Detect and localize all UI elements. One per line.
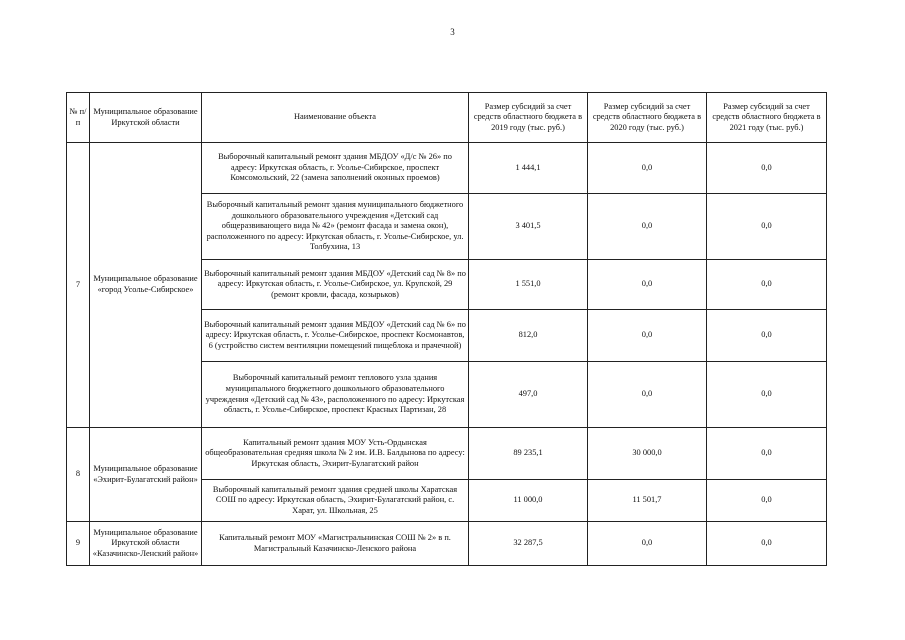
value-2021: 0,0 [707, 260, 827, 310]
value-2021: 0,0 [707, 194, 827, 260]
object-cell: Выборочный капитальный ремонт здания МБДОУ «Д/с № 26» по адресу: Иркутская область, г. Усолье-Сибирское, проспект Комсомольский, 22 (замена заполнений оконных проемов) [202, 143, 469, 194]
value-2021: 0,0 [707, 310, 827, 362]
header-2019: Размер субсидий за счет средств областного бюджета в 2019 году (тыс. руб.) [469, 93, 588, 143]
municipality-cell: Муниципальное образование «Эхирит-Булагатский район» [90, 428, 202, 522]
value-2019: 11 000,0 [469, 480, 588, 522]
value-2020: 0,0 [588, 522, 707, 566]
table-header-row [67, 93, 827, 143]
row-number: 7 [67, 143, 90, 428]
value-2019: 32 287,5 [469, 522, 588, 566]
page-number: 3 [450, 27, 455, 37]
value-2020: 0,0 [588, 362, 707, 428]
value-2021: 0,0 [707, 522, 827, 566]
header-2021: Размер субсидий за счет средств областного бюджета в 2021 году (тыс. руб.) [707, 93, 827, 143]
value-2020: 11 501,7 [588, 480, 707, 522]
value-2020: 0,0 [588, 260, 707, 310]
object-cell: Капитальный ремонт здания МОУ Усть-Ордынская общеобразовательная средняя школа № 2 им. И.В. Балдынова по адресу: Иркутская область, Эхирит-Булагатский район [202, 428, 469, 480]
object-cell: Выборочный капитальный ремонт здания МБДОУ «Детский сад № 8» по адресу: Иркутская область, г. Усолье-Сибирское, ул. Крупской, 29 (ремонт кровли, фасада, козырьков) [202, 260, 469, 310]
municipality-cell: Муниципальное образование «город Усолье-Сибирское» [90, 143, 202, 428]
table-row [67, 143, 827, 194]
value-2021: 0,0 [707, 480, 827, 522]
header-num: № п/п [67, 93, 90, 143]
value-2019: 3 401,5 [469, 194, 588, 260]
object-cell: Выборочный капитальный ремонт здания муниципального бюджетного дошкольного образовательного учреждения «Детский сад общеразвивающего вида № 42» (ремонт фасада и замена окон), расположенного по адресу: Иркутская область, г. Усолье-Сибирское, ул. Толбухина, 13 [202, 194, 469, 260]
table-row [67, 428, 827, 480]
header-municipality: Муниципальное образование Иркутской области [90, 93, 202, 143]
municipality-cell: Муниципальное образование Иркутской области «Казачинско-Ленский район» [90, 522, 202, 566]
value-2020: 0,0 [588, 194, 707, 260]
subsidy-table [66, 92, 827, 566]
object-cell: Выборочный капитальный ремонт теплового узла здания муниципального бюджетного дошкольного образовательного учреждения «Детский сад № 43», расположенного по адресу: Иркутская область, г. Усолье-Сибирское, проспект Красных Партизан, 28 [202, 362, 469, 428]
object-cell: Капитальный ремонт МОУ «Магистральнинская СОШ № 2» в п. Магистральный Казачинско-Ленского района [202, 522, 469, 566]
value-2019: 497,0 [469, 362, 588, 428]
value-2021: 0,0 [707, 143, 827, 194]
value-2021: 0,0 [707, 428, 827, 480]
header-object: Наименование объекта [202, 93, 469, 143]
value-2019: 89 235,1 [469, 428, 588, 480]
object-cell: Выборочный капитальный ремонт здания МБДОУ «Детский сад № 6» по адресу: Иркутская область, г. Усолье-Сибирское, проспект Космонавтов, 6 (устройство систем вентиляции помещений пищеблока и прачечной) [202, 310, 469, 362]
row-number: 9 [67, 522, 90, 566]
object-cell: Выборочный капитальный ремонт здания средней школы Харатская СОШ по адресу: Иркутская область, Эхирит-Булагатский район, с. Харат, ул. Школьная, 25 [202, 480, 469, 522]
value-2020: 0,0 [588, 143, 707, 194]
row-number: 8 [67, 428, 90, 522]
value-2020: 30 000,0 [588, 428, 707, 480]
value-2019: 1 444,1 [469, 143, 588, 194]
header-2020: Размер субсидий за счет средств областного бюджета в 2020 году (тыс. руб.) [588, 93, 707, 143]
value-2020: 0,0 [588, 310, 707, 362]
table-row [67, 522, 827, 566]
value-2019: 1 551,0 [469, 260, 588, 310]
value-2021: 0,0 [707, 362, 827, 428]
value-2019: 812,0 [469, 310, 588, 362]
